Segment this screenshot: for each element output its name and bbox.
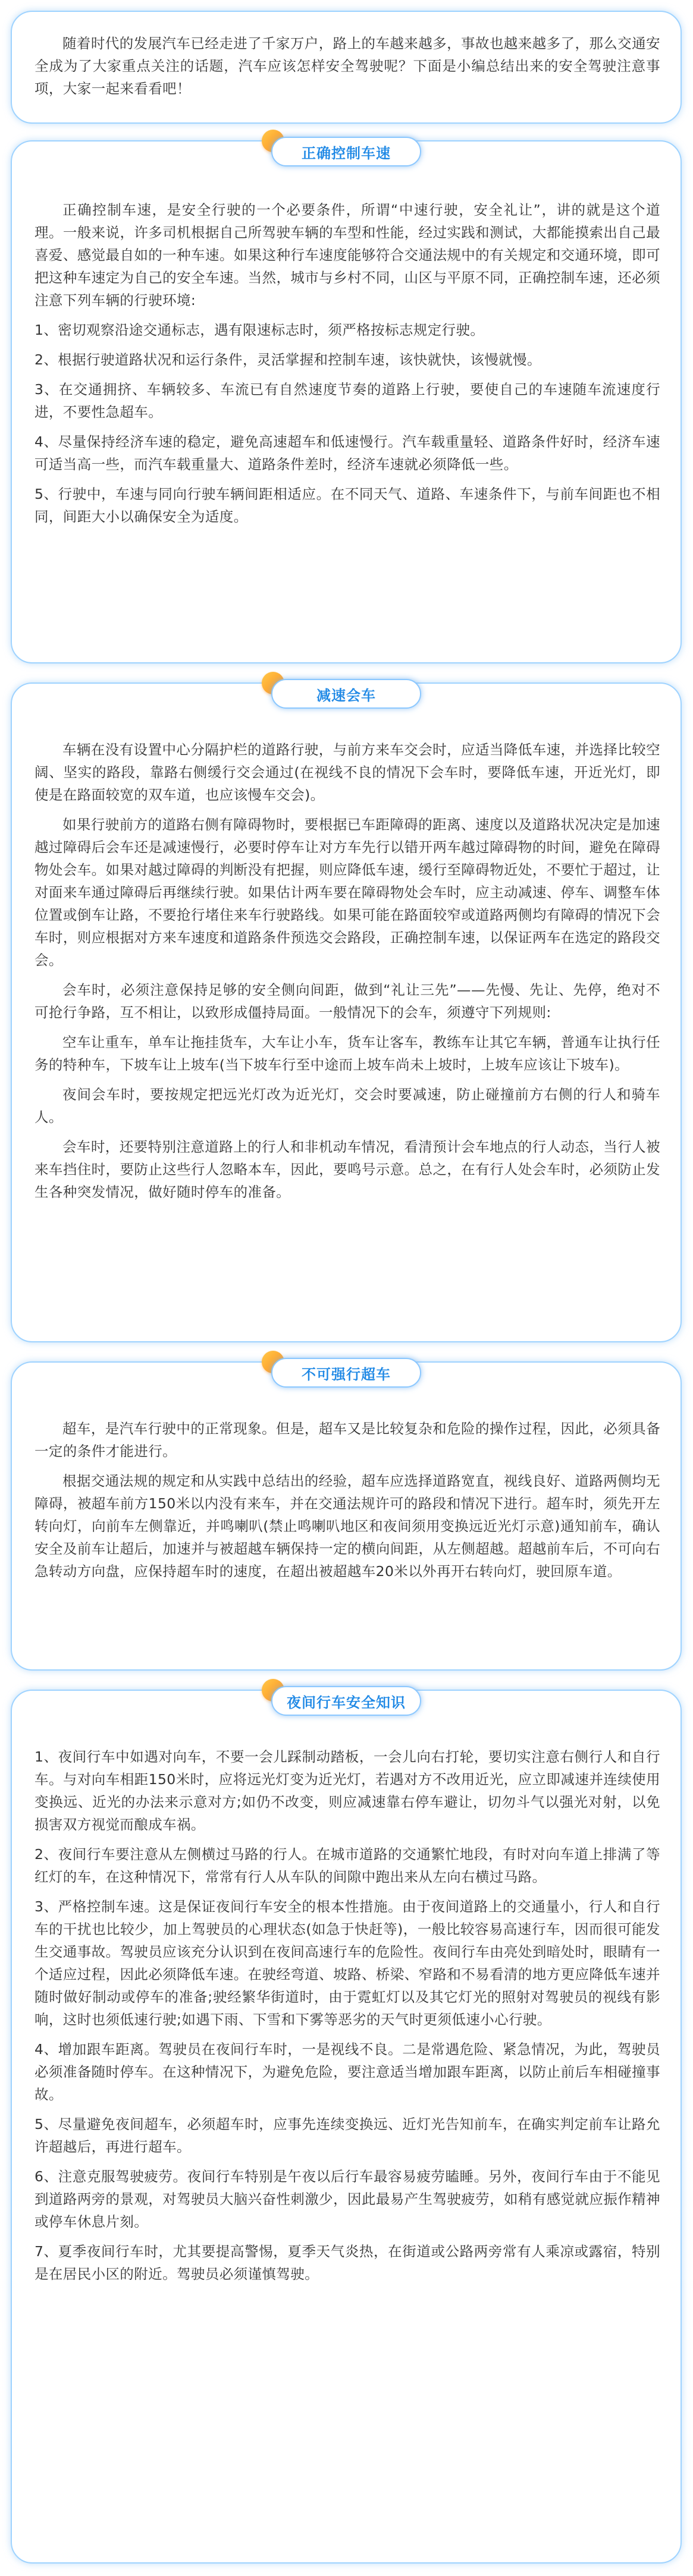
paragraph: 会车时，必须注意保持足够的安全侧向间距，做到“礼让三先”——先慢、先让、先停，绝对不可抢行争路，互不相让，以致形成僵持局面。一般情况下的会车，须遵守下列规则:: [35, 982, 660, 1021]
section-no-forced-overtaking: [11, 1361, 682, 1671]
section-night-driving: [11, 1690, 682, 2564]
list-item: 3、严格控制车速。这是保证夜间行车安全的根本性措施。由于夜间道路上的交通量小，行人和自行车的干扰也比较少，加上驾驶员的心理状态(如急于快赶等)，一般比较容易高速行车，因而很可能发生交通事故。驾驶员应该充分认识到在夜间高速行车的危险性。夜间行车由亮处到暗处时，眼睛有一个适应过程，因此必须降低车速。在驶经弯道、坡路、桥梁、窄路和不易看清的地方更应降低车速并随时做好制动或停车的准备;驶经繁华街道时，由于霓虹灯以及其它灯光的照射对驾驶员的视线有影响，这时也须低速行驶;如遇下雨、下雪和下雾等恶劣的天气时更须低速小心行驶。: [35, 1898, 660, 2028]
paragraph: 会车时，还要特别注意道路上的行人和非机动车情况，看清预计会车地点的行人动态，当行人被来车挡住时，要防止这些行人忽略本车，因此，要鸣号示意。总之，在有行人处会车时，必须防止发生各种突发情况，做好随时停车的准备。: [35, 1138, 660, 1200]
section-title: 减速会车: [271, 679, 421, 709]
paragraph: 正确控制车速，是安全行驶的一个必要条件，所谓“中速行驶，安全礼让”，讲的就是这个道理。一般来说，许多司机根据自己所驾驶车辆的车型和性能，经过实践和测试，大都能摸索出自己最喜爱、感觉最自如的一种车速。如果这种行车速度能够符合交通法规中的有关规定和交通环境，即可把这种车速定为自己的安全车速。当然，城市与乡村不同，山区与平原不同，正确控制车速，还必须注意下列车辆的行驶环境:: [35, 202, 660, 309]
list-item: 4、尽量保持经济车速的稳定，避免高速超车和低速慢行。汽车载重量轻、道路条件好时，经济车速可适当高一些，而汽车载重量大、道路条件差时，经济车速就必须降低一些。: [35, 433, 660, 473]
paragraph: 车辆在没有设置中心分隔护栏的道路行驶，与前方来车交会时，应适当降低车速，并选择比较空阔、坚实的路段，靠路右侧缓行交会通过(在视线不良的情况下会车时，要降低车速，开近光灯，即使是在路面较宽的双车道，也应该慢车交会)。: [35, 741, 660, 803]
list-item: 6、注意克服驾驶疲劳。夜间行车特别是午夜以后行车最容易疲劳瞌睡。另外，夜间行车由于不能见到道路两旁的景观，对驾驶员大脑兴奋性刺激少，因此最易产生驾驶疲劳，如稍有感觉就应振作精神或停车休息片刻。: [35, 2168, 660, 2230]
list-item: 1、密切观察沿途交通标志，遇有限速标志时，须严格按标志规定行驶。: [35, 322, 485, 338]
section-speed-control: [11, 140, 682, 663]
section-header: [271, 1352, 421, 1390]
paragraph: 如果行驶前方的道路右侧有障碍物时，要根据已车距障碍的距离、速度以及道路状况决定是加速越过障碍后会车还是减速慢行，必要时停车让对方车先行以错开两车越过障碍物的时间，避免在障碍物处会车。如果对越过障碍的判断没有把握，则应降低车速，缓行至障碍物近处，不要忙于超过，让对面来车通过障碍后再继续行驶。如果估计两车要在障碍物处会车时，应主动减速、停车、调整车体位置或倒车让路，不要抢行堵住来车行驶路线。如果可能在路面较窄或道路两侧均有障碍的情况下会车时，则应根据对方来车速度和道路条件预选交会路段，正确控制车速，以保证两车在选定的路段交会。: [35, 816, 660, 968]
section-title: 不可强行超车: [271, 1358, 421, 1388]
list-item: 7、夏季夜间行车时，尤其要提高警惕，夏季天气炎热，在街道或公路两旁常有人乘凉或露宿，特别是在居民小区的附近。驾驶员必须谨慎驾驶。: [35, 2243, 660, 2282]
section-header: [271, 131, 421, 169]
list-item: 4、增加跟车距离。驾驶员在夜间行车时，一是视线不良。二是常遇危险、紧急情况，为此，驾驶员必须准备随时停车。在这种情况下，为避免危险，要注意适当增加跟车距离，以防止前后车相碰撞事故。: [35, 2041, 660, 2103]
paragraph: 空车让重车，单车让拖挂货车，大车让小车，货车让客车，教练车让其它车辆，普通车让执行任务的特种车，下坡车让上坡车(当下坡车行至中途而上坡车尚未上坡时，上坡车应该让下坡车)。: [35, 1034, 660, 1073]
section-title: 正确控制车速: [271, 137, 421, 166]
list-item: 5、尽量避免夜间超车，必须超车时，应事先连续变换远、近灯光告知前车，在确实判定前车让路允许超越后，再进行超车。: [35, 2116, 660, 2155]
list-item: 1、夜间行车中如遇对向车，不要一会儿踩制动踏板，一会儿向右打轮，要切实注意右侧行人和自行车。与对向车相距150米时，应将远光灯变为近光灯，若遇对方不改用近光，应立即减速并连续使用变换远、近光的办法来示意对方;如仍不改变，则应减速靠右停车避让，切勿斗气以强光对射，以免损害双方视觉而酿成车祸。: [35, 1748, 660, 1833]
paragraph: 夜间会车时，要按规定把远光灯改为近光灯，交会时要减速，防止碰撞前方右侧的行人和骑车人。: [35, 1086, 660, 1125]
section-header: [271, 1680, 421, 1718]
paragraph: 根据交通法规的规定和从实践中总结出的经验，超车应选择道路宽直，视线良好、道路两侧均无障碍，被超车前方150米以内没有来车，并在交通法规许可的路段和情况下进行。超车时，须先开左转向灯，向前车左侧靠近，并鸣喇叭(禁止鸣喇叭地区和夜间须用变换远近光灯示意)通知前车，确认安全及前车让超后，加速并与被超越车辆保持一定的横向间距，从左侧超越。超越前车后，不可向右急转动方向盘，应保持超车时的速度，在超出被超越车20米以外再开右转向灯，驶回原车道。: [35, 1473, 660, 1580]
section-header: [271, 673, 421, 711]
section-title: 夜间行车安全知识: [271, 1686, 421, 1716]
intro-text: 随着时代的发展汽车已经走进了千家万户，路上的车越来越多，事故也越来越多了，那么交通安全成为了大家重点关注的话题，汽车应该怎样安全驾驶呢？下面是小编总结出来的安全驾驶注意事项，大家一起来看看吧！: [35, 35, 660, 97]
section-slow-passing: [11, 682, 682, 1342]
list-item: 2、夜间行车要注意从左侧横过马路的行人。在城市道路的交通繁忙地段，有时对向车道上排满了等红灯的车，在这种情况下，常常有行人从车队的间隙中跑出来从左向右横过马路。: [35, 1846, 660, 1885]
list-item: 5、行驶中，车速与同向行驶车辆间距相适应。在不同天气、道路、车速条件下，与前车间距也不相同，间距大小以确保安全为适度。: [35, 486, 660, 525]
list-item: 3、在交通拥挤、车辆较多、车流已有自然速度节奏的道路上行驶，要使自己的车速随车流速度行进，不要性急超车。: [35, 381, 660, 420]
paragraph: 超车，是汽车行驶中的正常现象。但是，超车又是比较复杂和危险的操作过程，因此，必须具备一定的条件才能进行。: [35, 1420, 660, 1460]
list-item: 2、根据行驶道路状况和运行条件，灵活掌握和控制车速，该快就快，该慢就慢。: [35, 351, 541, 368]
intro-card: [11, 11, 682, 124]
